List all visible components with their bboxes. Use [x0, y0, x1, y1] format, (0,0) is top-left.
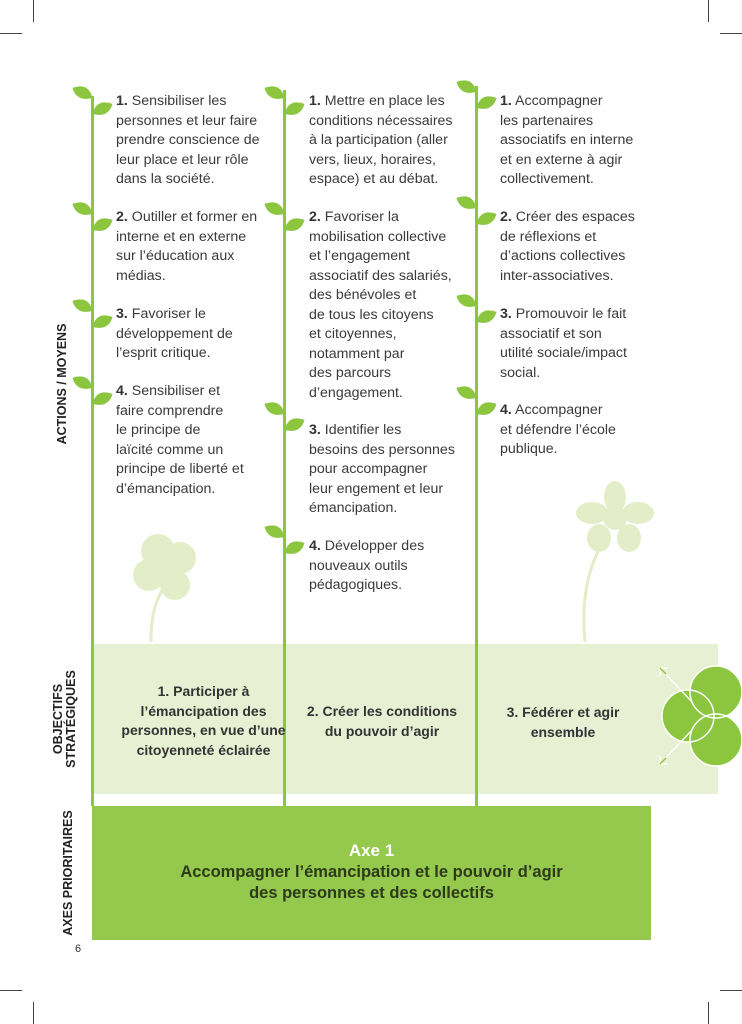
- leaf-icon: [73, 299, 93, 312]
- actions-side-label: ACTIONS / MOYENS: [55, 323, 69, 445]
- action-item: 2. Outiller et former en interne et en externe sur l’éducation aux médias.: [116, 209, 258, 284]
- objective-1: 1. Participer à l’émancipation des personnes, en vue d’une citoyenneté éclairée: [121, 683, 286, 758]
- leaf-icon: [285, 418, 305, 431]
- leaf-icon: [93, 315, 113, 328]
- action-item: 1. Accompagner les partenaires associatifs en interne et en externe à agir collectivement.: [500, 93, 634, 187]
- leaf-icon: [93, 392, 113, 405]
- action-item: 3. Promouvoir le fait associatif et son utilité sociale/impact social.: [500, 306, 627, 381]
- action-item: 4. Accompagner et défendre l’école publique.: [500, 402, 616, 457]
- objective-3: 3. Fédérer et agir ensemble: [506, 704, 620, 740]
- axe-title: Axe 1: [348, 841, 395, 860]
- leaf-icon: [73, 202, 93, 215]
- leaf-icon: [265, 525, 285, 538]
- action-item: 3. Identifier les besoins des personnes pour accompagner leur engement et leur émancipation.: [309, 422, 455, 516]
- axe-line1: Accompagner l’émancipation et le pouvoir d’agir: [180, 863, 563, 881]
- leaf-icon: [73, 376, 93, 389]
- leaf-icon: [285, 541, 305, 554]
- action-item: 1. Mettre en place les conditions nécessaires à la participation (aller vers, lieux, horaires, espace) et au débat.: [309, 93, 453, 187]
- action-item: 1. Sensibiliser les personnes et leur faire prendre conscience de leur place et leur rôle dans la société.: [116, 93, 260, 187]
- axe-box: [92, 806, 651, 940]
- objectifs-label-line1: OBJECTIFS: [51, 683, 65, 755]
- leaf-icon: [477, 96, 497, 109]
- action-item: 4. Développer des nouveaux outils pédagogiques.: [309, 538, 425, 593]
- leaf-icon: [73, 86, 93, 99]
- action-item: 2. Créer des espaces de réflexions et d’actions collectives inter-associatives.: [500, 209, 635, 284]
- leaf-icon: [285, 218, 305, 231]
- axes-side-label: AXES PRIORITAIRES: [61, 810, 75, 936]
- leaf-icon: [93, 218, 113, 231]
- objectifs-label-line2: STRATÉGIQUES: [64, 670, 78, 768]
- leaf-icon: [457, 196, 477, 209]
- action-item: 2. Favoriser la mobilisation collective et l’engagement associatif des salariés, des bénévoles et de tous les citoyens et citoyennes, notamment par des parcours d’engagement.: [309, 209, 452, 401]
- leaf-icon: [477, 310, 497, 323]
- action-item: 3. Favoriser le développement de l’esprit critique.: [116, 306, 233, 361]
- page-number: 6: [75, 943, 82, 955]
- leaf-icon: [477, 402, 497, 415]
- leaf-icon: [457, 80, 477, 93]
- action-item: 4. Sensibiliser et faire comprendre le principe de laïcité comme un principe de liberté et d’émancipation.: [116, 383, 244, 497]
- objective-2: 2. Créer les conditions du pouvoir d’agir: [306, 703, 458, 739]
- leaf-icon: [93, 102, 113, 115]
- axe-line2: des personnes et des collectifs: [249, 884, 494, 902]
- leaf-icon: [285, 102, 305, 115]
- leaf-icon: [477, 212, 497, 225]
